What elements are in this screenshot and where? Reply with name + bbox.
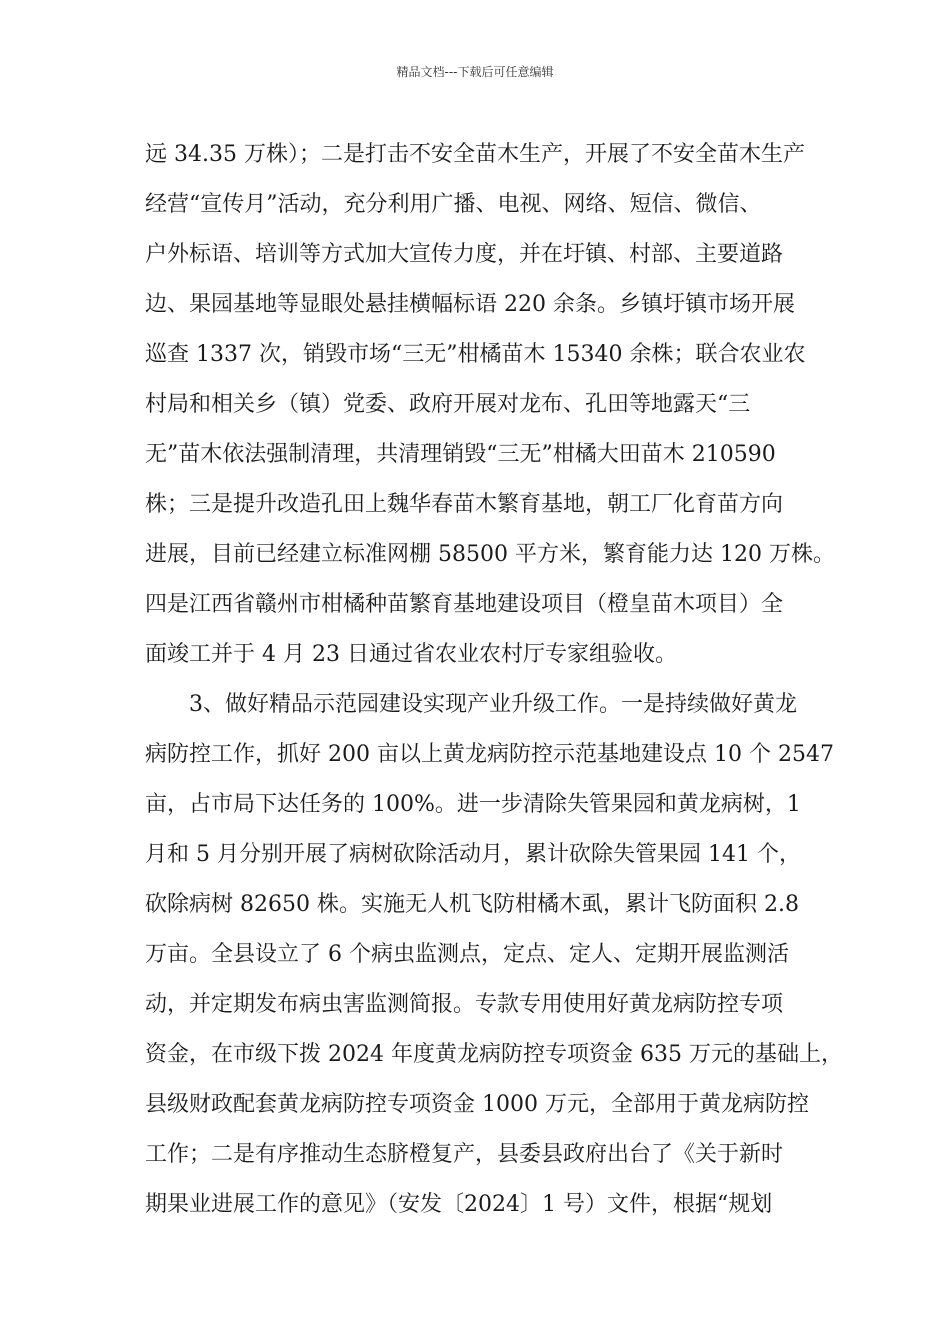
document-body xyxy=(145,130,843,1230)
text-line: 面竣工并于 4 月 23 日通过省农业农村厅专家组验收。 xyxy=(145,642,677,667)
text-line: 万亩。全县设立了 6 个病虫监测点，定点、定人、定期开展监测活 xyxy=(145,942,789,967)
text-line: 经营“宣传月”活动，充分利用广播、电视、网络、短信、微信、 xyxy=(145,192,762,217)
text-line: 四是江西省赣州市柑橘种苗繁育基地建设项目（橙皇苗木项目）全 xyxy=(145,592,784,617)
text-line: 边、果园基地等显眼处悬挂横幅标语 220 余条。乡镇圩镇市场开展 xyxy=(145,292,795,317)
text-line: 资金，在市级下拨 2024 年度黄龙病防控专项资金 635 万元的基础上， xyxy=(145,1042,843,1067)
text-line: 巡查 1337 次，销毁市场“三无”柑橘苗木 15340 余株；联合农业农 xyxy=(145,342,806,367)
text-line: 期果业进展工作的意见》（安发〔2024〕1 号）文件，根据“规划 xyxy=(145,1192,773,1217)
text-line: 工作；二是有序推动生态脐橙复产，县委县政府出台了《关于新时 xyxy=(145,1142,784,1167)
text-line: 无”苗木依法强制清理，共清理销毁“三无”柑橘大田苗木 210590 xyxy=(145,442,776,467)
text-line: 月和 5 月分别开展了病树砍除活动月，累计砍除失管果园 141 个， xyxy=(145,842,801,867)
text-line: 户外标语、培训等方式加大宣传力度，并在圩镇、村部、主要道路 xyxy=(145,242,784,267)
text-line: 远 34.35 万株）；二是打击不安全苗木生产，开展了不安全苗木生产 xyxy=(145,142,805,167)
page-header: 精品文档---下载后可任意编辑 xyxy=(396,65,554,79)
text-line: 砍除病树 82650 株。实施无人机飞防柑橘木虱，累计飞防面积 2.8 xyxy=(145,892,799,917)
text-line: 亩，占市局下达任务的 100%。进一步清除失管果园和黄龙病树，1 xyxy=(145,792,801,817)
text-line: 动，并定期发布病虫害监测简报。专款专用使用好黄龙病防控专项 xyxy=(145,992,784,1017)
paragraph-start-line: 3、做好精品示范园建设实现产业升级工作。一是持续做好黄龙 xyxy=(189,692,797,717)
text-line: 村局和相关乡（镇）党委、政府开展对龙布、孔田等地露天“三 xyxy=(145,392,751,417)
text-line: 县级财政配套黄龙病防控专项资金 1000 万元，全部用于黄龙病防控 xyxy=(145,1092,809,1117)
text-line: 株；三是提升改造孔田上魏华春苗木繁育基地，朝工厂化育苗方向 xyxy=(145,492,784,517)
text-line: 进展，目前已经建立标准网棚 58500 平方米，繁育能力达 120 万株。 xyxy=(145,542,835,567)
text-line: 病防控工作，抓好 200 亩以上黄龙病防控示范基地建设点 10 个 2547 xyxy=(145,742,834,767)
